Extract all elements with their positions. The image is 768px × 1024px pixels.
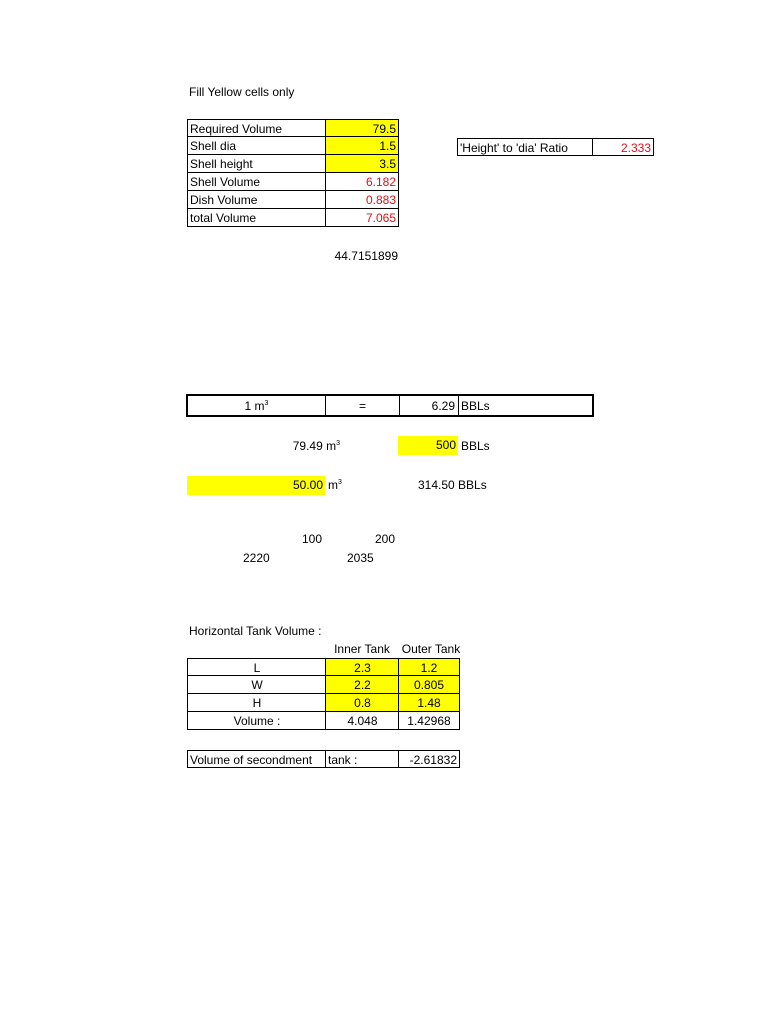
tank-label-shell-height: Shell height bbox=[187, 155, 326, 173]
conversion-header-factor: 6.29 bbox=[431, 399, 455, 413]
horizontal-title: Horizontal Tank Volume : bbox=[189, 624, 322, 638]
misc-value-b: 200 bbox=[375, 532, 396, 546]
conversion-header-unit: BBLs bbox=[461, 399, 490, 413]
ratio-label: 'Height' to 'dia' Ratio bbox=[457, 138, 593, 156]
tank-value-shell-volume: 6.182 bbox=[325, 173, 399, 191]
conversion-row1-bbl-input[interactable]: 500 bbox=[398, 436, 458, 455]
secondment-value: -2.61832 bbox=[398, 750, 460, 768]
col-outer-tank: Outer Tank bbox=[401, 642, 461, 656]
htank-outer-h[interactable]: 1.48 bbox=[398, 694, 460, 712]
conversion-header-equals: = bbox=[358, 399, 366, 413]
instruction-text: Fill Yellow cells only bbox=[189, 85, 295, 99]
htank-outer-w[interactable]: 0.805 bbox=[398, 676, 460, 694]
htank-outer-volume: 1.42968 bbox=[398, 712, 460, 730]
conversion-header-left: 1 $m^3$ bbox=[244, 399, 269, 413]
tank-label-required-volume: Required Volume bbox=[187, 119, 326, 137]
htank-label-h: H bbox=[187, 694, 326, 712]
htank-inner-volume: 4.048 bbox=[325, 712, 399, 730]
tank-value-dish-volume: 0.883 bbox=[325, 191, 399, 209]
htank-inner-w[interactable]: 2.2 bbox=[325, 676, 399, 694]
conversion-row1-bbl-unit: BBLs bbox=[461, 439, 490, 453]
htank-outer-l[interactable]: 1.2 bbox=[398, 658, 460, 676]
tank-value-shell-dia[interactable]: 1.5 bbox=[325, 137, 399, 155]
conversion-row1-m3: 79.49 $m^3$ bbox=[292, 439, 340, 453]
tank-label-total-volume: total Volume bbox=[187, 209, 326, 227]
tank-label-dish-volume: Dish Volume bbox=[187, 191, 326, 209]
conversion-row2-m3-input[interactable]: 50.00 bbox=[187, 476, 325, 495]
htank-label-volume: Volume : bbox=[187, 712, 326, 730]
tank-label-shell-volume: Shell Volume bbox=[187, 173, 326, 191]
tank-value-total-volume: 7.065 bbox=[325, 209, 399, 227]
loose-value: 44.7151899 bbox=[334, 249, 398, 263]
tank-value-required-volume[interactable]: 79.5 bbox=[325, 119, 399, 137]
misc-value-c: 2220 bbox=[243, 551, 270, 565]
tank-value-shell-height[interactable]: 3.5 bbox=[325, 155, 399, 173]
misc-value-a: 100 bbox=[302, 532, 323, 546]
htank-inner-h[interactable]: 0.8 bbox=[325, 694, 399, 712]
conversion-row2-m3-unit: $m^3$ bbox=[328, 478, 342, 492]
htank-label-l: L bbox=[187, 658, 326, 676]
conversion-row2-bbl: 314.50 BBLs bbox=[418, 478, 487, 492]
misc-value-d: 2035 bbox=[347, 551, 374, 565]
col-inner-tank: Inner Tank bbox=[334, 642, 390, 656]
ratio-value: 2.333 bbox=[592, 138, 654, 156]
htank-label-w: W bbox=[187, 676, 326, 694]
secondment-label-b: tank : bbox=[325, 750, 399, 768]
tank-label-shell-dia: Shell dia bbox=[187, 137, 326, 155]
conversion-divider-3 bbox=[458, 396, 459, 415]
htank-inner-l[interactable]: 2.3 bbox=[325, 658, 399, 676]
secondment-label-a: Volume of secondment bbox=[187, 750, 326, 768]
